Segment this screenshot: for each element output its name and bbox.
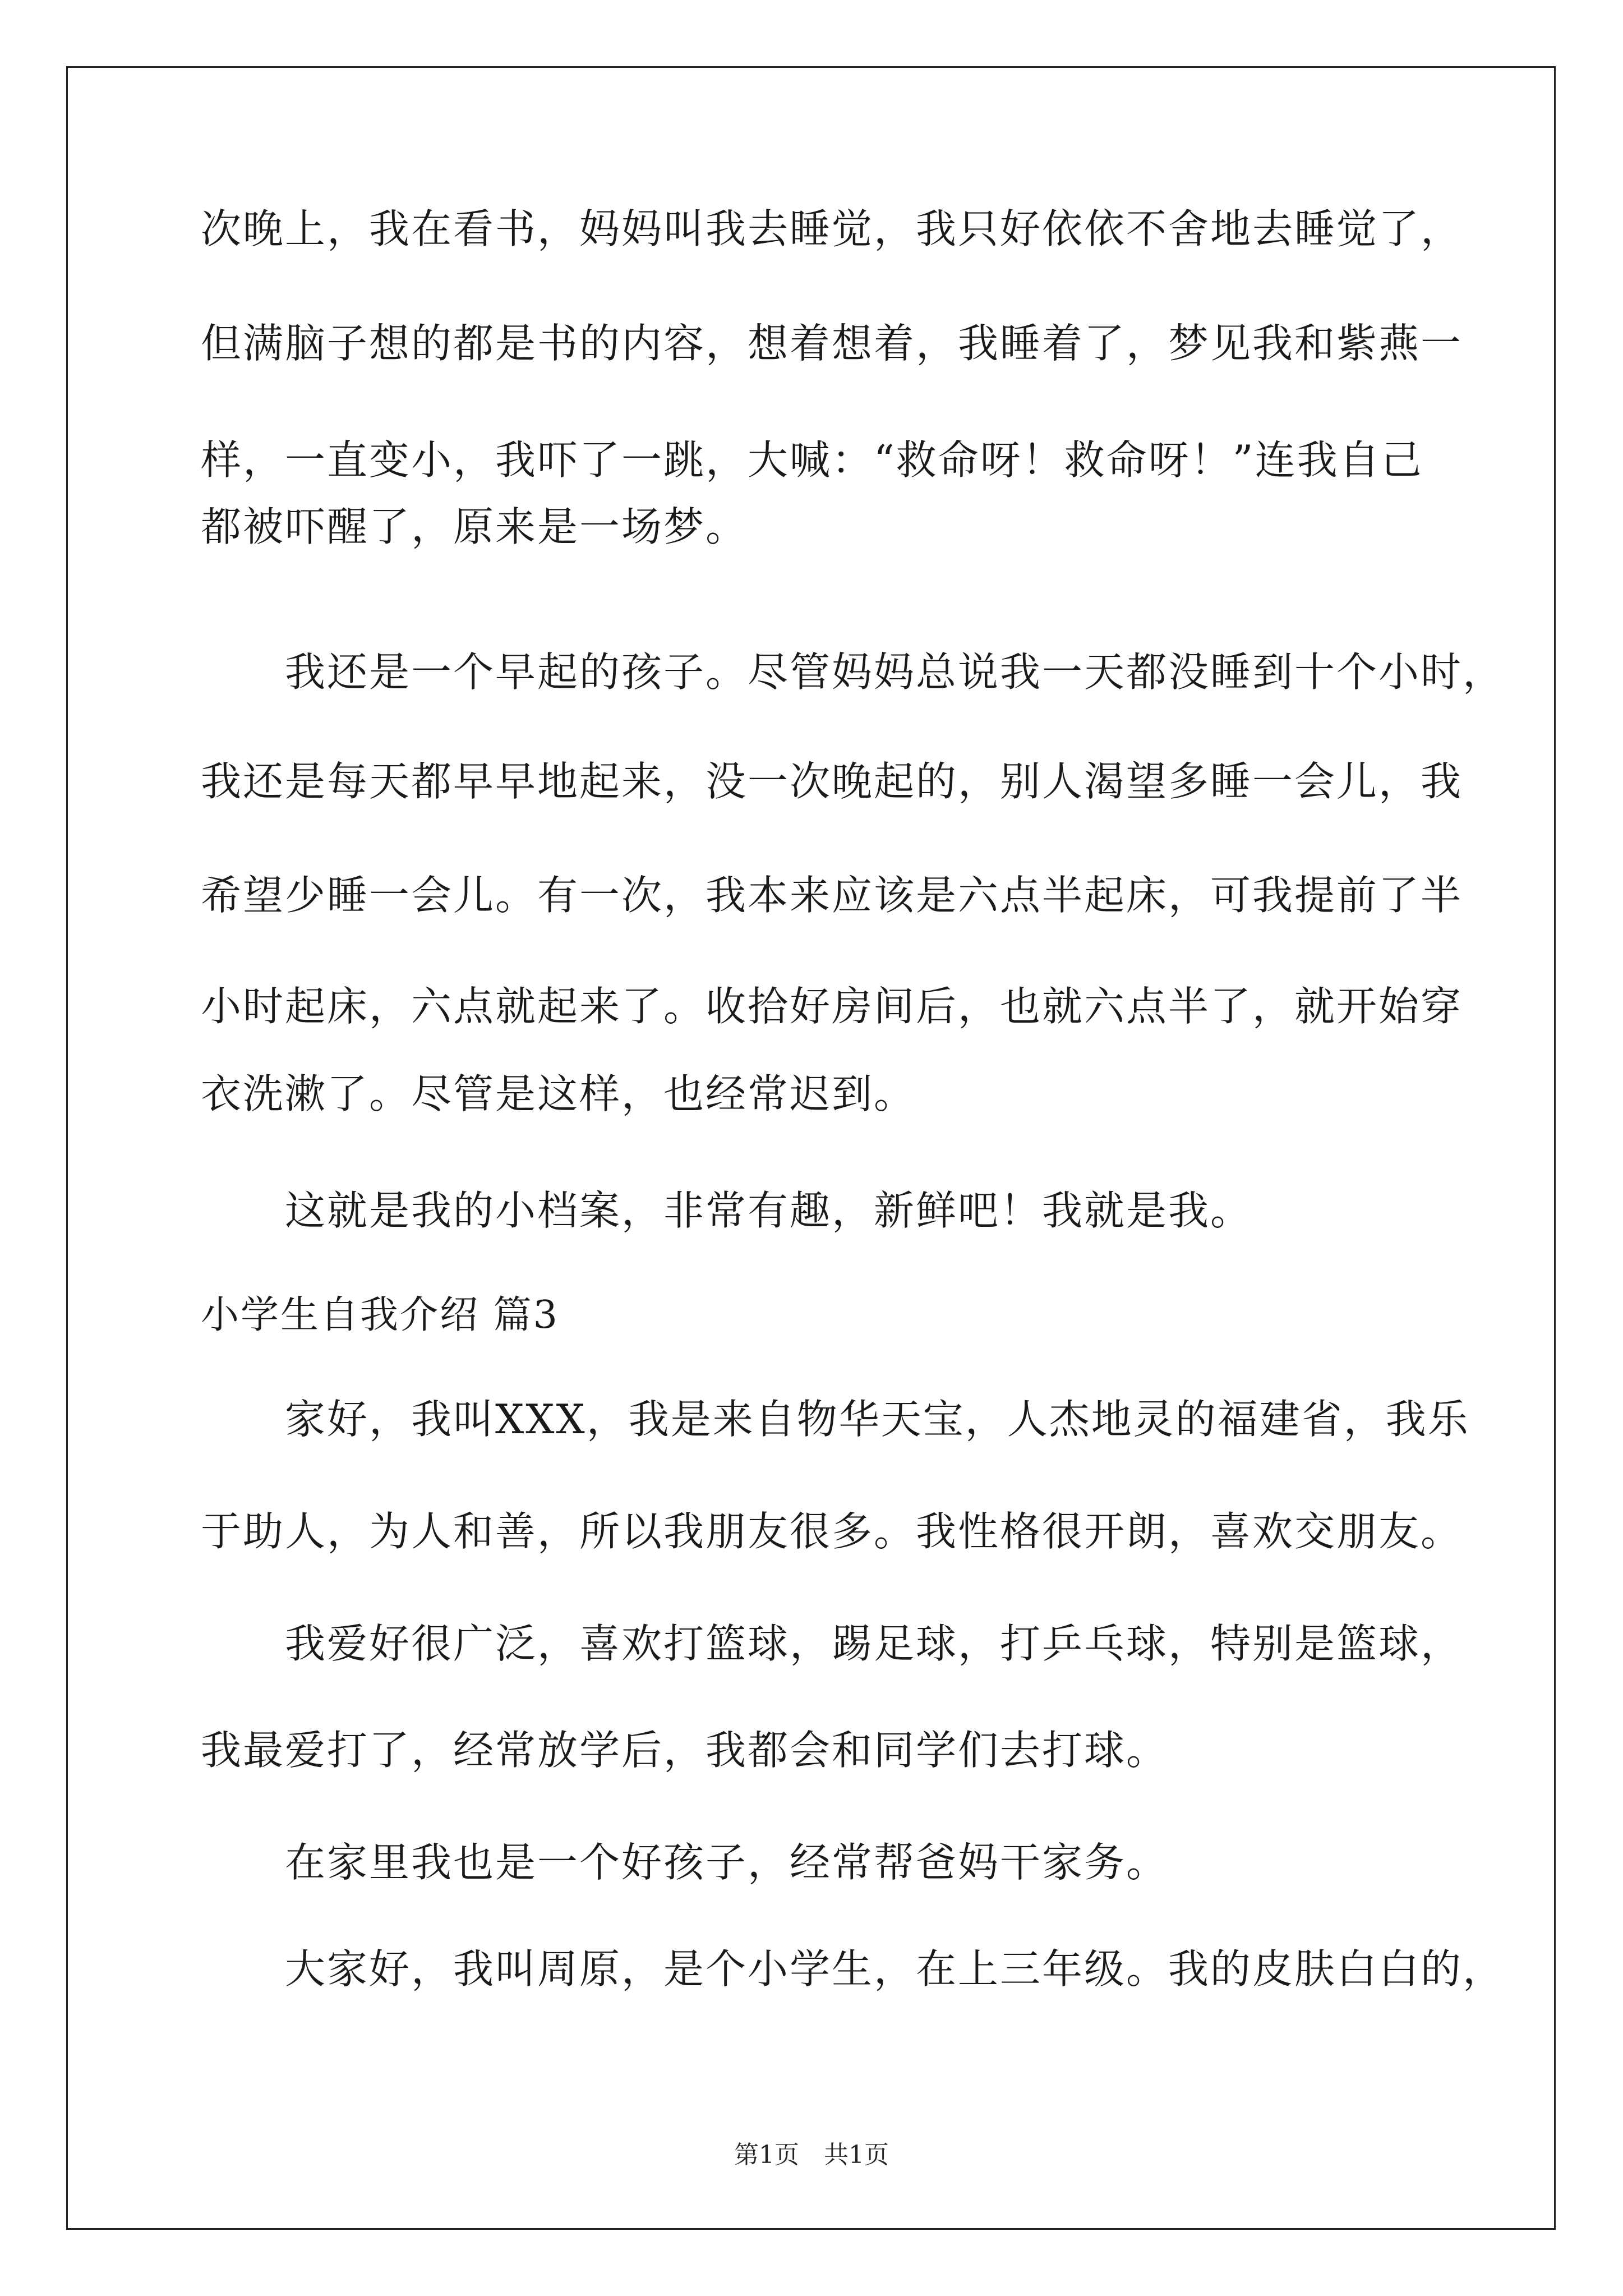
text-line: 这就是我的小档案，非常有趣，新鲜吧！我就是我。: [201, 1187, 1253, 1234]
text-line: 小时起床，六点就起来了。收拾好房间后，也就六点半了，就开始穿: [201, 983, 1463, 1030]
text-line: 衣洗漱了。尽管是这样，也经常迟到。: [201, 1070, 916, 1117]
text-line: 我最爱打了，经常放学后，我都会和同学们去打球。: [201, 1727, 1169, 1774]
text-line: 我还是每天都早早地起来，没一次晚起的，别人渴望多睡一会儿，我: [201, 758, 1463, 805]
text-line: 次晚上，我在看书，妈妈叫我去睡觉，我只好依依不舍地去睡觉了，: [201, 205, 1463, 252]
text-line: 希望少睡一会儿。有一次，我本来应该是六点半起床，可我提前了半: [201, 872, 1463, 919]
text-line: 样，一直变小，我吓了一跳，大喊：“救命呀！救命呀！”连我自己: [201, 436, 1423, 484]
text-line: 家好，我叫XXX，我是来自物华天宝，人杰地灵的福建省，我乐: [201, 1396, 1470, 1443]
text-line: 我爱好很广泛，喜欢打篮球，踢足球，打乒乓球，特别是篮球，: [201, 1620, 1463, 1667]
page-footer: 第1页 共1页: [734, 2141, 889, 2169]
section-heading: 小学生自我介绍 篇3: [201, 1293, 559, 1337]
text-line: 在家里我也是一个好孩子，经常帮爸妈干家务。: [201, 1839, 1169, 1886]
page-frame: [66, 66, 1556, 2230]
text-line: 于助人，为人和善，所以我朋友很多。我性格很开朗，喜欢交朋友。: [201, 1508, 1463, 1555]
text-line: 大家好，我叫周原，是个小学生，在上三年级。我的皮肤白白的，: [201, 1945, 1505, 1993]
text-line: 都被吓醒了，原来是一场梦。: [201, 503, 748, 550]
text-line: 但满脑子想的都是书的内容，想着想着，我睡着了，梦见我和紫燕一: [201, 320, 1463, 367]
text-line: 我还是一个早起的孩子。尽管妈妈总说我一天都没睡到十个小时，: [201, 648, 1505, 696]
